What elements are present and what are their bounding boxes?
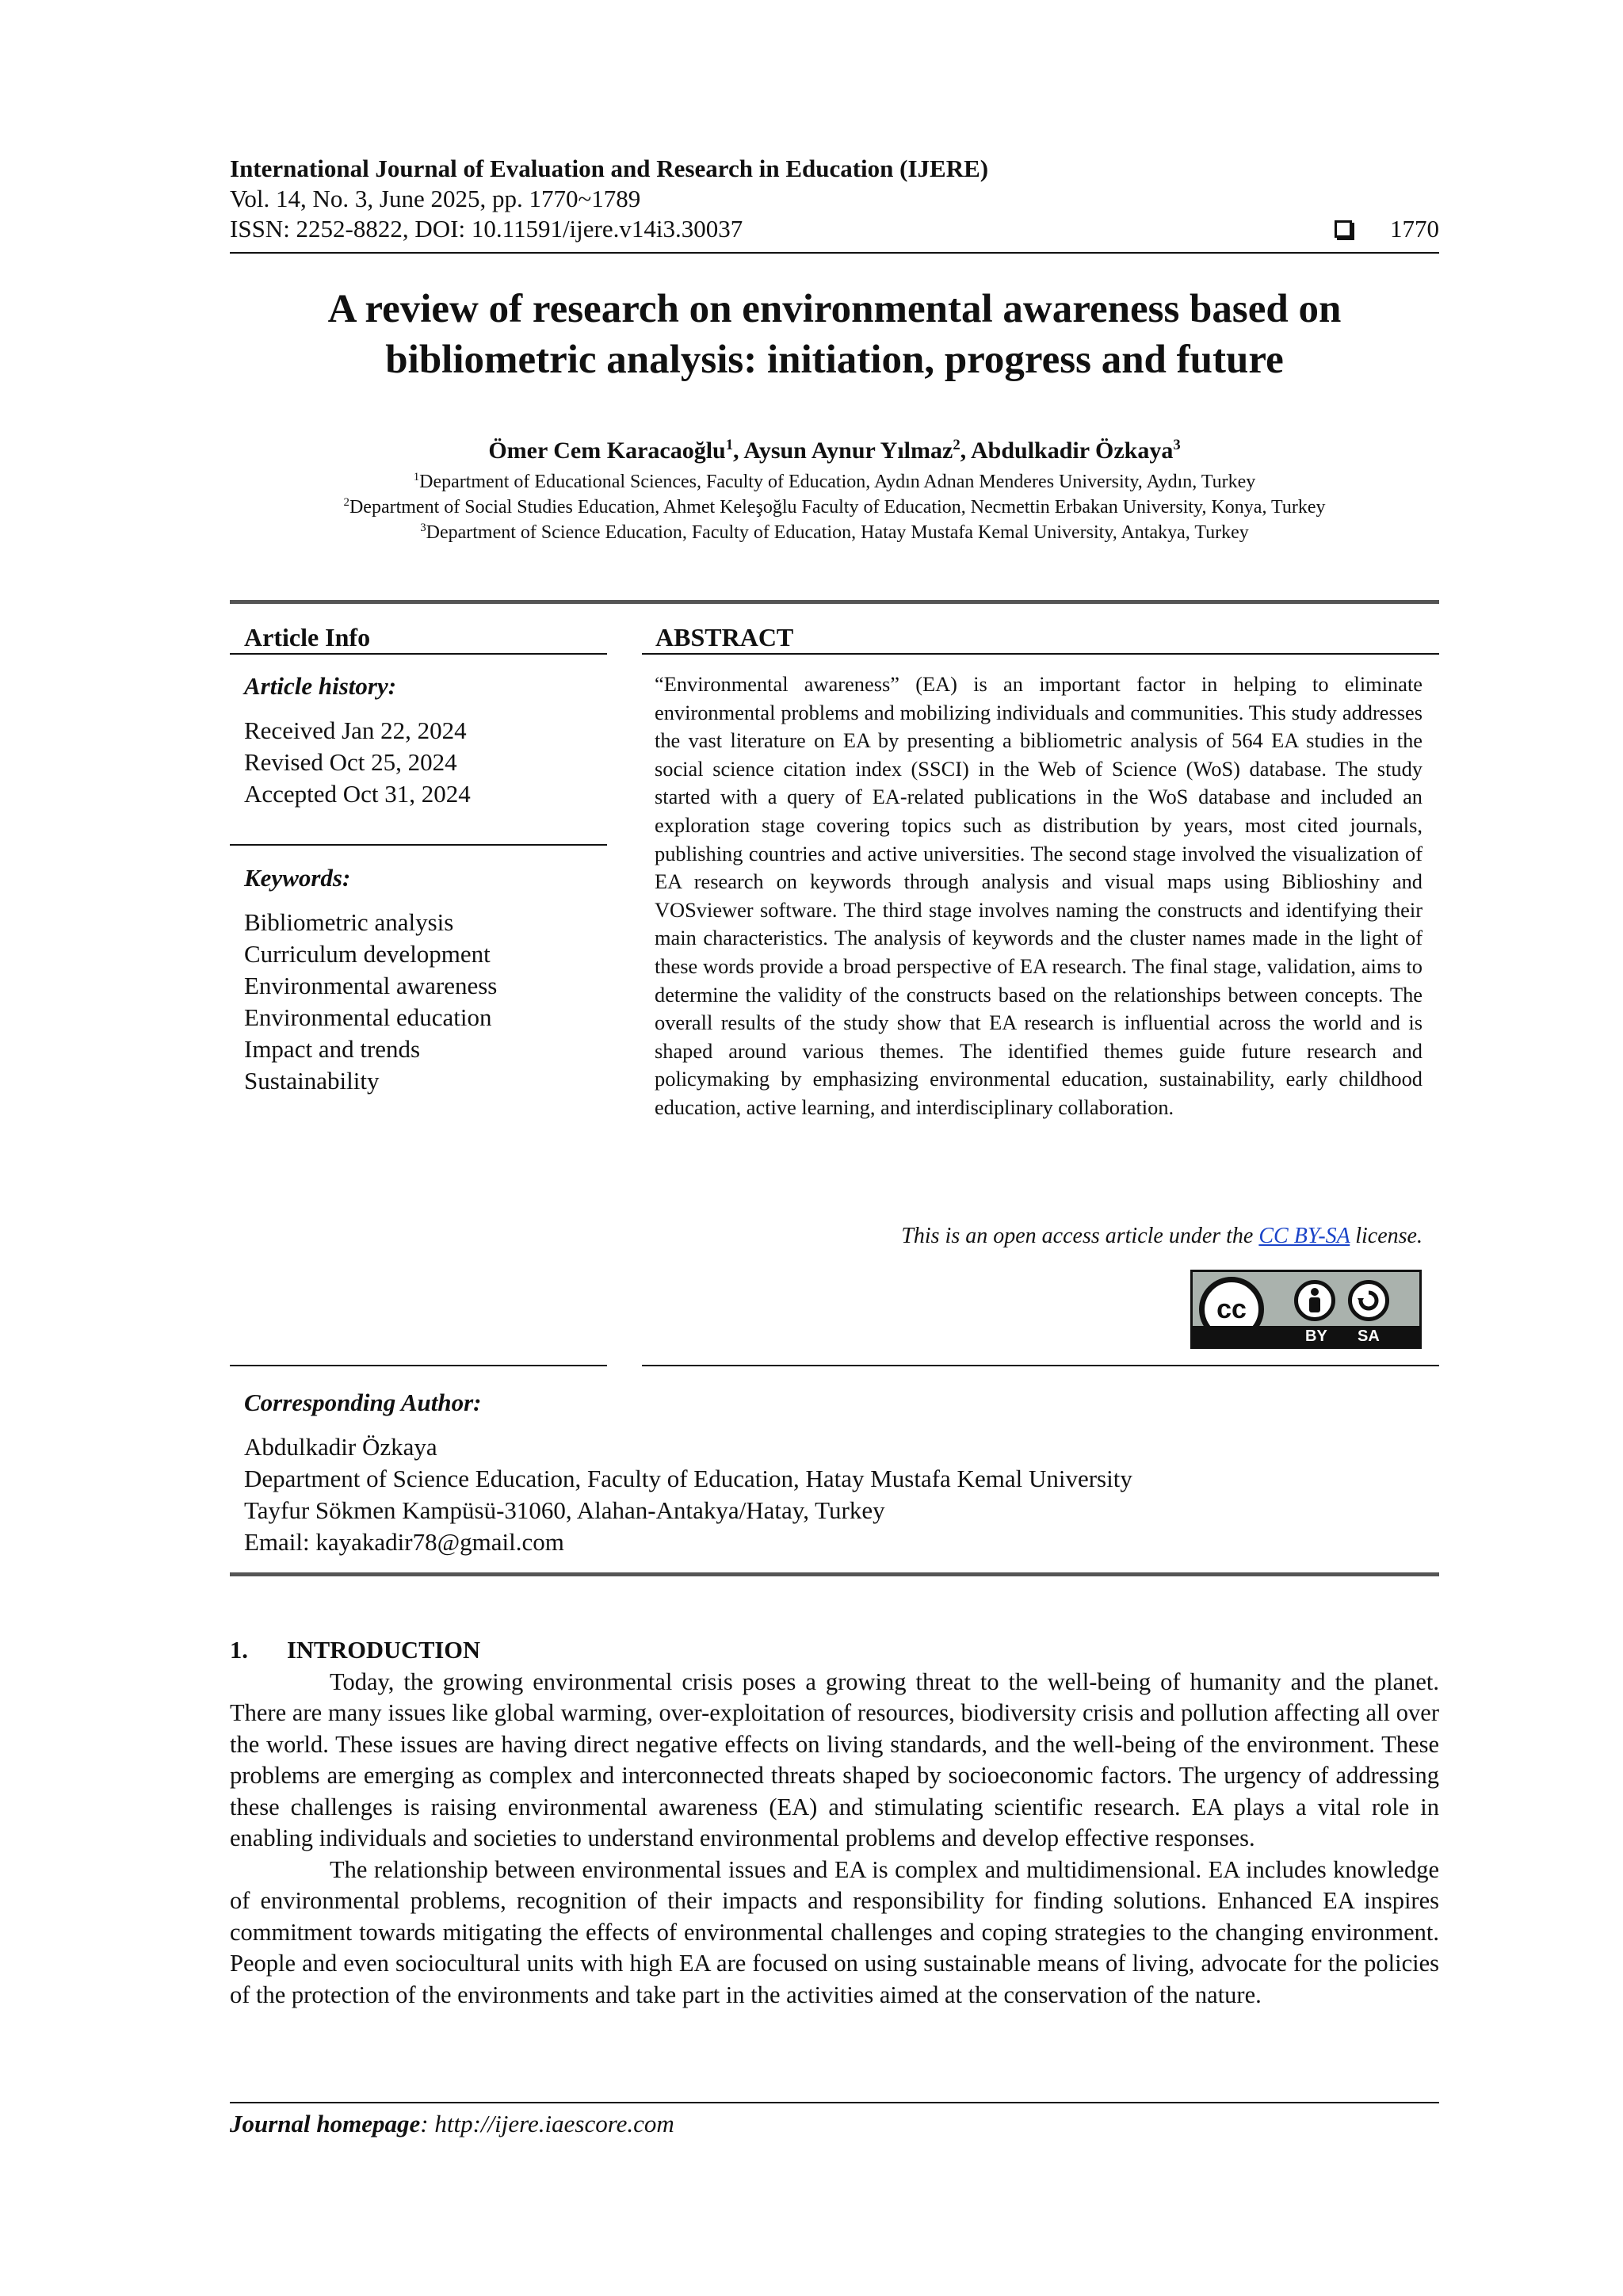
body-paragraph: Today, the growing environmental crisis poses a growing threat to the well-being of humanity and the planet. There are many issues like global warming, over-exploitation of resources, biodiversity crisis and pollution affecting all over the world. These issues are having direct negative effects on living standards, and the well-being of the environment. These problems are emerging as complex and interconnected threats shaped by socioeconomic factors. The urgency of addressing these challenges is raising environmental awareness (EA) and stimulating scientific research. EA plays a vital role in enabling individuals and societies to understand environmental problems and develop effective responses.	[230, 1668, 1439, 1851]
corresponding-dept: Department of Science Education, Faculty of Education, Hatay Mustafa Kemal University	[244, 1465, 1132, 1492]
corresponding-name: Abdulkadir Özkaya	[244, 1433, 437, 1461]
history-rule	[230, 844, 607, 846]
header-rule	[230, 252, 1439, 254]
corresponding-email[interactable]: Email: kayakadir78@gmail.com	[244, 1528, 564, 1556]
journal-issn: ISSN: 2252-8822, DOI: 10.11591/ijere.v14i3.30037	[230, 215, 743, 243]
received-date: Received Jan 22, 2024	[244, 716, 467, 744]
author-name: Ömer Cem Karacaoğlu	[488, 437, 726, 464]
journal-homepage	[230, 2110, 674, 2138]
info-bottom-rule	[230, 1572, 1439, 1576]
abstract-text: “Environmental awareness” (EA) is an important factor in helping to eliminate environmental problems and mobilizing individuals and communities. This study addresses the vast literature on EA by presenting a bibliometric analysis of 564 EA studies in the social science citation index (SSCI) in the Web of Science (WoS) database. The study started with a query of EA-related publications in the WoS database and included an exploration stage covering topics such as distribution by years, most cited journals, publishing countries and active universities. The second stage involved the visualization of EA research on keywords through analysis and visual maps using Biblioshiny and VOSviewer software. The third stage involves naming the constructs and identifying their main characteristics. The analysis of keywords and the cluster names made in the light of these words provide a broad perspective of EA research. The final stage, validation, aims to determine the validity of the constructs based on the relationships between concepts. The overall results of the study show that EA research is influential across the world and is shaped around various themes. The identified themes guide future research and policymaking by emphasizing environmental education, sustainability, early childhood education, active learning, and interdisciplinary collaboration.	[655, 672, 1423, 1119]
abstract-bottom-rule	[642, 1365, 1439, 1366]
journal-header	[230, 154, 1439, 244]
journal-issn-line	[230, 214, 1439, 244]
abstract-rule	[642, 653, 1439, 655]
affiliation-text: Department of Science Education, Faculty of Education, Hatay Mustafa Kemal University, Antakya, Turkey	[426, 522, 1249, 543]
author-name: Aysun Aynur Yılmaz	[743, 437, 953, 464]
keyword-item: Bibliometric analysis	[244, 908, 454, 936]
author-name: Abdulkadir Özkaya	[970, 437, 1174, 464]
history-heading: Article history:	[244, 672, 397, 700]
keywords-bottom-rule	[230, 1365, 607, 1366]
affiliation	[230, 520, 1439, 545]
license-post: license.	[1350, 1224, 1423, 1248]
affiliation-sup: 2	[343, 496, 349, 509]
share-alike-icon	[1348, 1280, 1389, 1321]
title-line-2: bibliometric analysis: initiation, progress and future	[385, 338, 1284, 382]
article-info-rule	[230, 653, 607, 655]
abstract-heading-wrap	[655, 623, 1369, 652]
author-sup: 2	[953, 437, 960, 453]
square-icon	[1335, 220, 1352, 238]
sa-label: SA	[1358, 1328, 1380, 1345]
author-sep: ,	[960, 437, 971, 464]
affiliation-text: Department of Educational Sciences, Faculty of Education, Aydın Adnan Menderes University, Aydın, Turkey	[419, 472, 1256, 492]
section-number: 1.	[230, 1637, 248, 1664]
paper-page	[230, 0, 1439, 2296]
author-sep: ,	[733, 437, 744, 464]
section-heading	[230, 1635, 1439, 1667]
keyword-item: Sustainability	[244, 1067, 380, 1095]
cc-by-sa-link[interactable]: CC BY-SA	[1258, 1224, 1350, 1248]
journal-volume: Vol. 14, No. 3, June 2025, pp. 1770~1789	[230, 185, 641, 212]
keyword-item: Environmental awareness	[244, 972, 498, 999]
corresponding-author	[244, 1387, 1417, 1558]
cc-by-sa-badge[interactable]	[1190, 1270, 1422, 1349]
keyword-item: Environmental education	[244, 1003, 492, 1031]
article-history	[244, 672, 599, 810]
page-number-group	[1335, 214, 1439, 244]
author-list	[230, 437, 1439, 464]
section-title: INTRODUCTION	[287, 1637, 481, 1664]
abstract-heading: ABSTRACT	[655, 623, 794, 651]
introduction-section	[230, 1635, 1439, 2011]
affiliation-sup: 1	[413, 471, 420, 483]
paper-title	[230, 284, 1439, 385]
license-pre: This is an open access article under the	[901, 1224, 1259, 1248]
page-number: 1770	[1390, 215, 1439, 243]
keyword-item: Impact and trends	[244, 1035, 421, 1063]
accepted-date: Accepted Oct 31, 2024	[244, 780, 471, 808]
title-line-1: A review of research on environmental awareness based on	[327, 287, 1342, 331]
cc-icon: cc	[1199, 1277, 1264, 1342]
by-label: BY	[1305, 1328, 1327, 1345]
author-sup: 1	[725, 437, 734, 453]
article-info-heading	[244, 623, 599, 652]
article-info-title: Article Info	[244, 623, 371, 651]
revised-date: Revised Oct 25, 2024	[244, 748, 457, 776]
homepage-label: Journal homepage	[230, 2110, 421, 2137]
corresponding-heading: Corresponding Author:	[244, 1389, 482, 1416]
affiliation	[230, 469, 1439, 495]
journal-name: International Journal of Evaluation and Research in Education (IJERE)	[230, 155, 989, 182]
corresponding-address: Tayfur Sökmen Kampüsü-31060, Alahan-Antakya/Hatay, Turkey	[244, 1496, 885, 1524]
body-paragraph: The relationship between environmental issues and EA is complex and multidimensional. EA includes knowledge of environmental problems, recognition of their impacts and responsibility for finding solutions. Enhanced EA inspires commitment towards mitigating the effects of environmental challenges and coping strategies to the changing environment. People and even sociocultural units with high EA are focused on using sustainable means of living, advocate for the policies of the protection of the environments and take part in the activities aimed at the conservation of the nature.	[230, 1855, 1439, 2008]
affiliation-text: Department of Social Studies Education, Ahmet Keleşoğlu Faculty of Education, Necmettin Erbakan University, Konya, Turkey	[349, 497, 1326, 518]
affiliation-sup: 3	[420, 521, 426, 534]
keywords-block	[244, 864, 599, 1097]
footer-rule	[230, 2102, 1439, 2103]
person-icon	[1294, 1280, 1335, 1321]
homepage-url[interactable]: : http://ijere.iaescore.com	[420, 2110, 674, 2137]
license-note	[901, 1224, 1423, 1249]
author-sup: 3	[1173, 437, 1181, 453]
info-top-rule	[230, 600, 1439, 604]
keyword-item: Curriculum development	[244, 940, 491, 968]
affiliation	[230, 495, 1439, 520]
keywords-heading: Keywords:	[244, 864, 351, 892]
